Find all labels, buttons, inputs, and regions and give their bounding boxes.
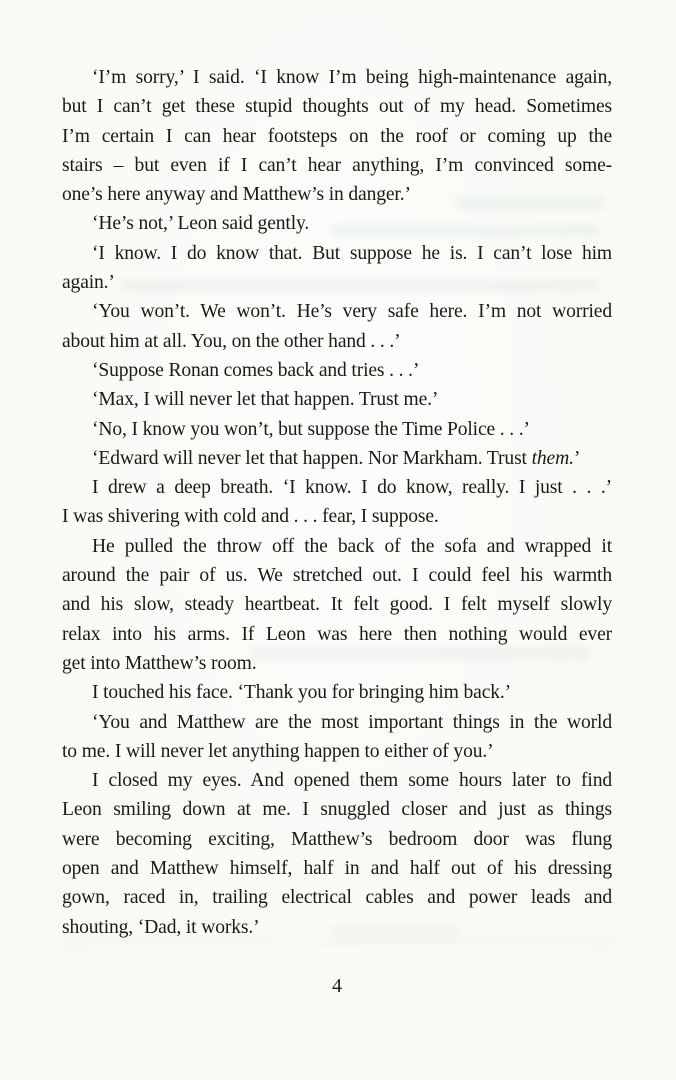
paragraph <box>62 385 612 414</box>
paragraph <box>62 678 612 707</box>
text-line: to me. I will never let anything happen to either of you.’ <box>62 740 494 762</box>
text-line: He pulled the throw off the back of the sofa and wrapped it <box>92 535 612 557</box>
text-line: were becoming exciting, Matthew’s bedroom door was flung <box>62 828 612 850</box>
text-line: stairs – but even if I can’t hear anything, I’m convinced some- <box>62 154 612 176</box>
paragraph <box>62 415 612 444</box>
paragraph <box>62 63 612 209</box>
text-line: relax into his arms. If Leon was here then nothing would ever <box>62 623 612 645</box>
text-line: shouting, ‘Dad, it works.’ <box>62 916 260 938</box>
text-line: ‘You won’t. We won’t. He’s very safe here. I’m not worried <box>92 301 612 323</box>
text-line: I closed my eyes. And opened them some hours later to find <box>92 770 612 792</box>
paragraph <box>62 209 612 238</box>
paragraph <box>62 708 612 767</box>
paragraph <box>62 444 612 473</box>
page-number: 4 <box>332 975 342 997</box>
text-line: ‘I know. I do know that. But suppose he is. I can’t lose him <box>92 242 612 264</box>
text-line: ‘He’s not,’ Leon said gently. <box>92 213 310 235</box>
text-line: gown, raced in, trailing electrical cables and power leads and <box>62 887 612 909</box>
text-line: ‘You and Matthew are the most important things in the world <box>92 711 612 733</box>
paragraph <box>62 532 612 678</box>
text-line: ‘I’m sorry,’ I said. ‘I know I’m being high-maintenance again, <box>92 67 612 88</box>
text-line: ‘Max, I will never let that happen. Trust me.’ <box>92 389 439 411</box>
paragraph <box>62 473 612 532</box>
text-line: ‘No, I know you won’t, but suppose the Time Police . . .’ <box>92 418 530 440</box>
text-line: open and Matthew himself, half in and half out of his dressing <box>62 858 612 880</box>
page-text <box>62 63 612 942</box>
text-line: I touched his face. ‘Thank you for bringing him back.’ <box>92 682 512 704</box>
text-line: ‘Suppose Ronan comes back and tries . . .’ <box>92 359 420 381</box>
text-line: but I can’t get these stupid thoughts out of my head. Sometimes <box>62 96 612 118</box>
paragraph <box>62 356 612 385</box>
paragraph <box>62 766 612 942</box>
text-line: get into Matthew’s room. <box>62 652 257 674</box>
text-line: I was shivering with cold and . . . fear, I suppose. <box>62 506 439 528</box>
text-line: ‘Edward will never let that happen. Nor Markham. Trust them.’ <box>92 447 581 469</box>
text-line: and his slow, steady heartbeat. It felt good. I felt myself slowly <box>62 594 612 616</box>
paragraph <box>62 297 612 356</box>
text-line: one’s here anyway and Matthew’s in danger.’ <box>62 184 411 206</box>
text-line: again.’ <box>62 272 115 294</box>
text-line: I drew a deep breath. ‘I know. I do know, really. I just . . .’ <box>92 477 612 499</box>
text-line: I’m certain I can hear footsteps on the roof or coming up the <box>62 125 612 147</box>
text-line: about him at all. You, on the other hand . . .’ <box>62 330 401 352</box>
text-line: around the pair of us. We stretched out. I could feel his warmth <box>62 565 612 587</box>
text-line: Leon smiling down at me. I snuggled closer and just as things <box>62 799 612 821</box>
paragraph <box>62 239 612 298</box>
